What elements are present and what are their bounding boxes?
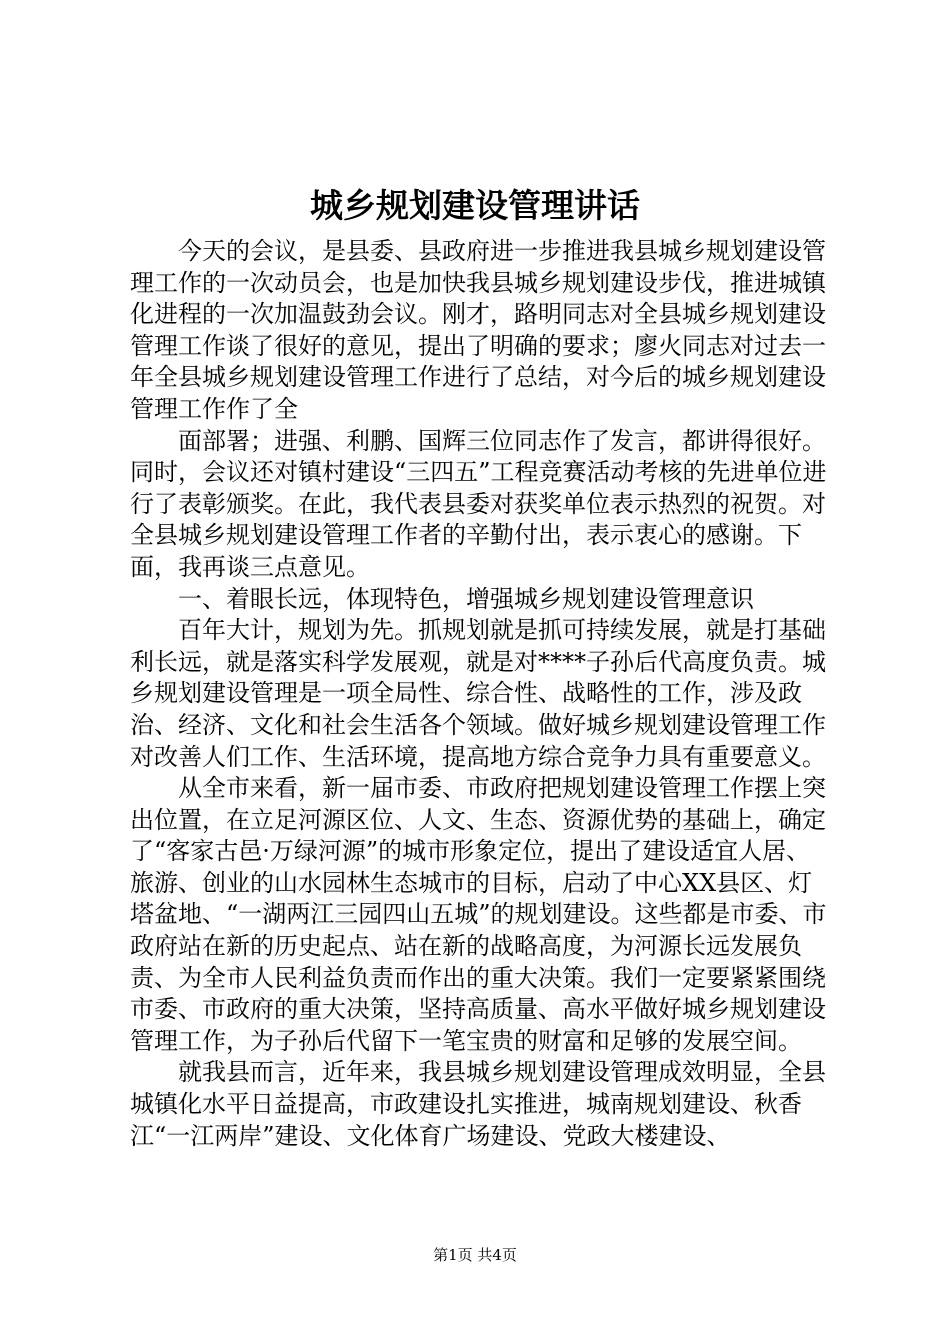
paragraph-3: 百年大计，规划为先。抓规划就是抓可持续发展，就是打基础利长远，就是落实科学发展观，就是对****子孙后代高度负责。城乡规划建设管理是一项全局性、综合性、战略性的工作，涉及政治、经济、文化和社会生活各个领域。做好城乡规划建设管理工作对改善人们工作、生活环境，提高地方综合竞争力具有重要意义。 (130, 616, 826, 771)
section-heading-1: 一、着眼长远，体现特色，增强城乡规划建设管理意识 (178, 584, 754, 613)
paragraph-5: 就我县而言，近年来，我县城乡规划建设管理成效明显，全县城镇化水平日益提高，市政建设扎实推进，城南规划建设、秋香江“一江两岸”建设、文化体育广场建设、党政大楼建设、 (130, 1058, 826, 1150)
paragraph-4: 从全市来看，新一届市委、市政府把规划建设管理工作摆上突出位置，在立足河源区位、人文、生态、资源优势的基础上，确定了“客家古邑·万绿河源”的城市形象定位，提出了建设适宜人居、旅游、创业的山水园林生态城市的目标，启动了中心XX县区、灯塔盆地、“一湖两江三园四山五城”的规划建设。这些都是市委、市政府站在新的历史起点、站在新的战略高度，为河源长远发展负责、为全市人民利益负责而作出的重大决策。我们一定要紧紧围绕市委、市政府的重大决策，坚持高质量、高水平做好城乡规划建设管理工作，为子孙后代留下一笔宝贵的财富和足够的发展空间。 (130, 774, 827, 1055)
page-number-footer: 第1页 共4页 (433, 1246, 517, 1264)
document-title: 城乡规划建设管理讲话 (310, 186, 640, 225)
paragraph-1: 今天的会议，是县委、县政府进一步推进我县城乡规划建设管理工作的一次动员会，也是加快我县城乡规划建设步伐，推进城镇化进程的一次加温鼓劲会议。刚才，路明同志对全县城乡规划建设管理工作谈了很好的意见，提出了明确的要求；廖火同志对过去一年全县城乡规划建设管理工作进行了总结，对今后的城乡规划建设管理工作作了全 (130, 237, 826, 423)
document-body (130, 236, 830, 1152)
paragraph-2: 面部署；进强、利鹏、国辉三位同志作了发言，都讲得很好。同时，会议还对镇村建设“三四五”工程竞赛活动考核的先进单位进行了表彰颁奖。在此，我代表县委对获奖单位表示热烈的祝贺。对全县城乡规划建设管理工作者的辛勤付出，表示衷心的感谢。下面，我再谈三点意见。 (130, 426, 827, 581)
